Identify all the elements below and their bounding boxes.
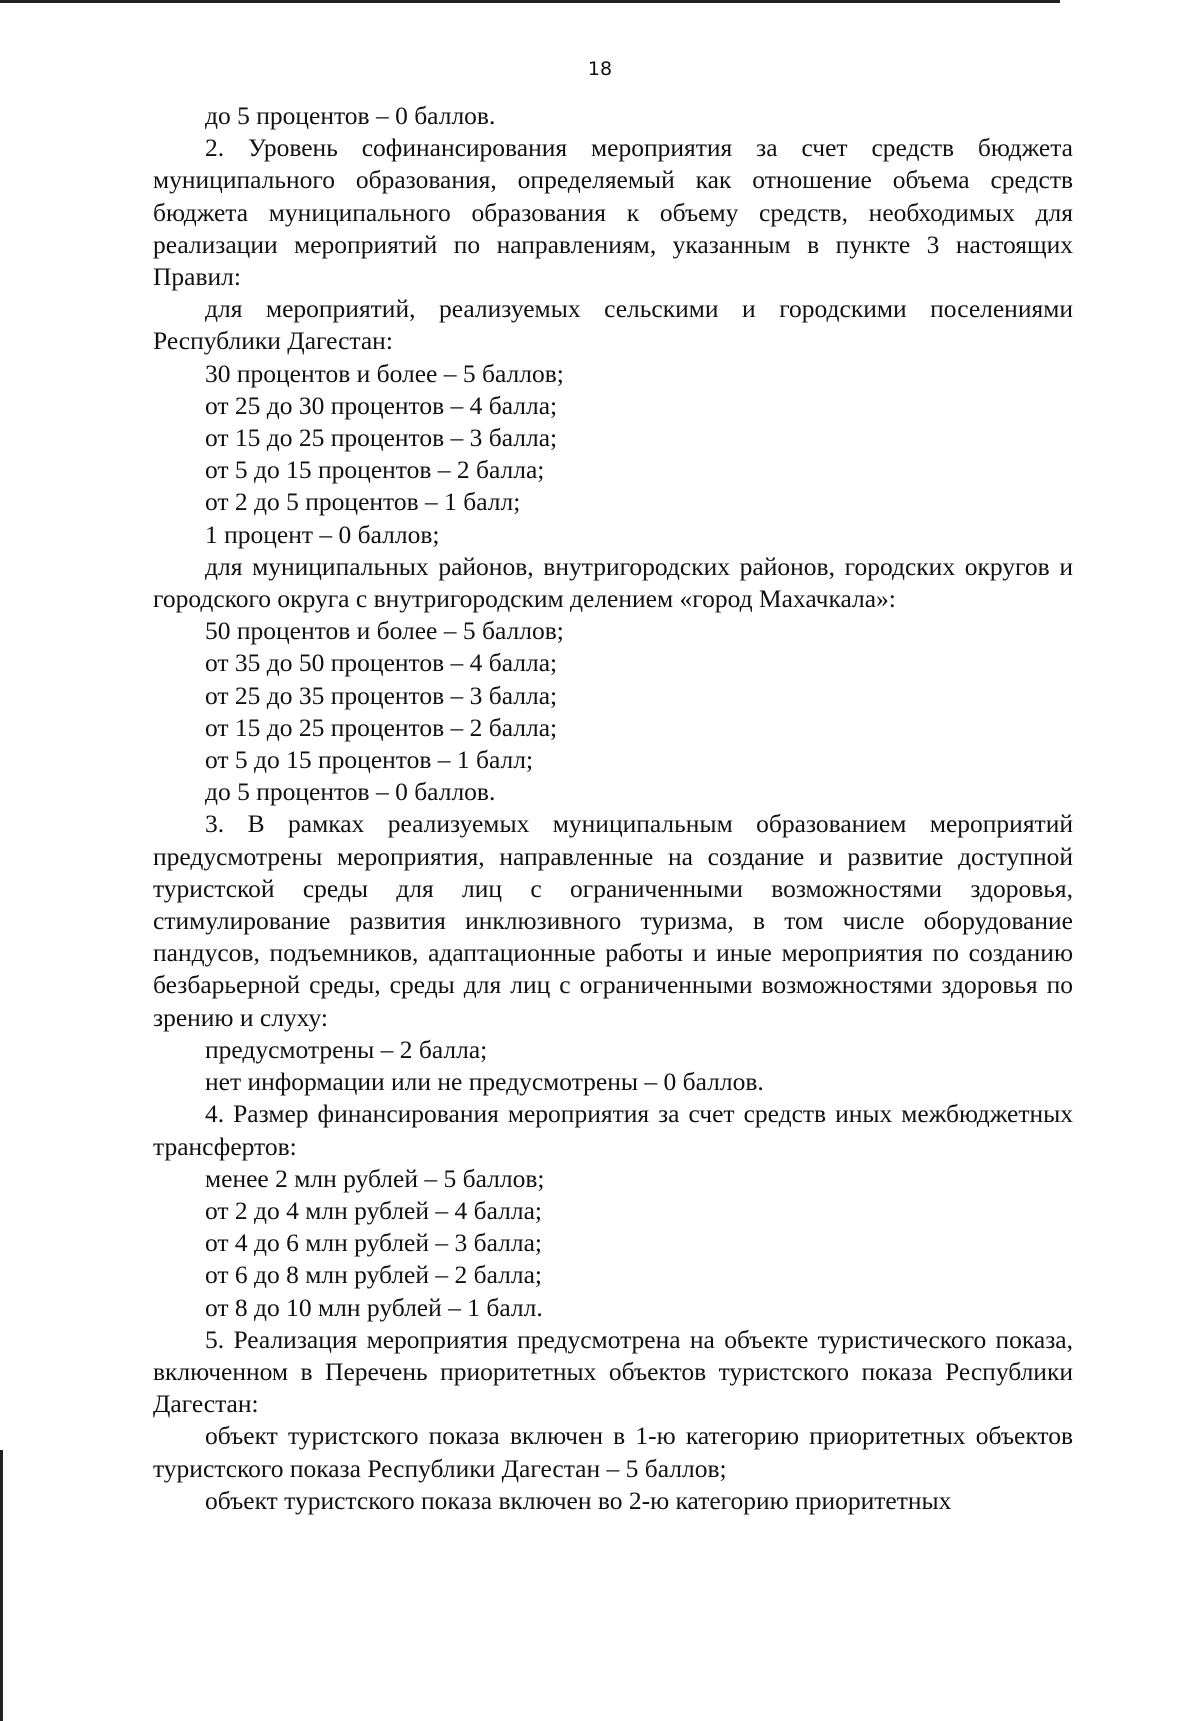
list-item: 50 процентов и более – 5 баллов;	[205, 616, 564, 646]
list-item: от 5 до 15 процентов – 1 балл;	[205, 745, 534, 775]
paragraph: 4. Размер финансирования мероприятия за счет средств иных межбюджетных трансфертов:	[153, 1099, 1073, 1161]
scan-top-border	[0, 0, 1060, 3]
paragraph: для муниципальных районов, внутригородских районов, городских округов и городского округа с внутригородским делением «город Махачкала»:	[153, 551, 1073, 614]
paragraph: 5. Реализация мероприятия предусмотрена на объекте туристического показа, включенном в Перечень приоритетных объектов туристского показа Республики Дагестан:	[153, 1324, 1073, 1419]
paragraph: для мероприятий, реализуемых сельскими и городскими поселениями Республики Дагестан:	[153, 294, 1073, 356]
list-item: от 25 до 35 процентов – 3 балла;	[205, 680, 558, 710]
list-item: предусмотрены – 2 балла;	[205, 1034, 488, 1064]
list-item: 30 процентов и более – 5 баллов;	[205, 358, 564, 388]
list-item: до 5 процентов – 0 баллов.	[205, 777, 496, 807]
list-item: от 2 до 5 процентов – 1 балл;	[205, 487, 521, 517]
list-item: от 15 до 25 процентов – 2 балла;	[205, 712, 558, 742]
paragraph: объект туристского показа включен в 1-ю категорию приоритетных объектов туристского показа Республики Дагестан – 5 баллов;	[153, 1421, 1073, 1483]
list-item: менее 2 млн рублей – 5 баллов;	[205, 1163, 545, 1193]
list-item: от 35 до 50 процентов – 4 балла;	[205, 648, 558, 678]
page-number: 18	[587, 58, 613, 80]
scan-left-border	[0, 1450, 3, 1721]
list-item: от 6 до 8 млн рублей – 2 балла;	[205, 1260, 543, 1290]
list-item: от 25 до 30 процентов – 4 балла;	[205, 390, 558, 420]
list-item: 1 процент – 0 баллов;	[205, 519, 440, 549]
paragraph: объект туристского показа включен во 2-ю категорию приоритетных	[205, 1485, 952, 1515]
list-item: от 15 до 25 процентов – 3 балла;	[205, 423, 558, 453]
list-item: от 8 до 10 млн рублей – 1 балл.	[205, 1292, 543, 1322]
list-item: от 5 до 15 процентов – 2 балла;	[205, 455, 545, 485]
paragraph: 3. В рамках реализуемых муниципальным образованием мероприятий предусмотрены мероприятия, направленные на создание и развитие доступной туристской среды для лиц с ограниченными возможностями здоровья, стимулирование развития инклюзивного туризма, в том числе оборудование пандусов, подъемников, адаптационные работы и иные мероприятия по созданию безбарьерной среды, среды для лиц с ограниченными возможностями здоровья по зрению и слуху:	[153, 809, 1073, 1032]
paragraph: до 5 процентов – 0 баллов.	[205, 101, 496, 130]
list-item: нет информации или не предусмотрены – 0 баллов.	[205, 1067, 764, 1097]
document-body	[153, 100, 1073, 1517]
list-item: от 2 до 4 млн рублей – 4 балла;	[205, 1195, 543, 1225]
paragraph: 2. Уровень софинансирования мероприятия за счет средств бюджета муниципального образования, определяемый как отношение объема средств бюджета муниципального образования к объему средств, необходимых для реализации мероприятий по направлениям, указанным в пункте 3 настоящих Правил:	[153, 133, 1073, 292]
list-item: от 4 до 6 млн рублей – 3 балла;	[205, 1228, 543, 1258]
